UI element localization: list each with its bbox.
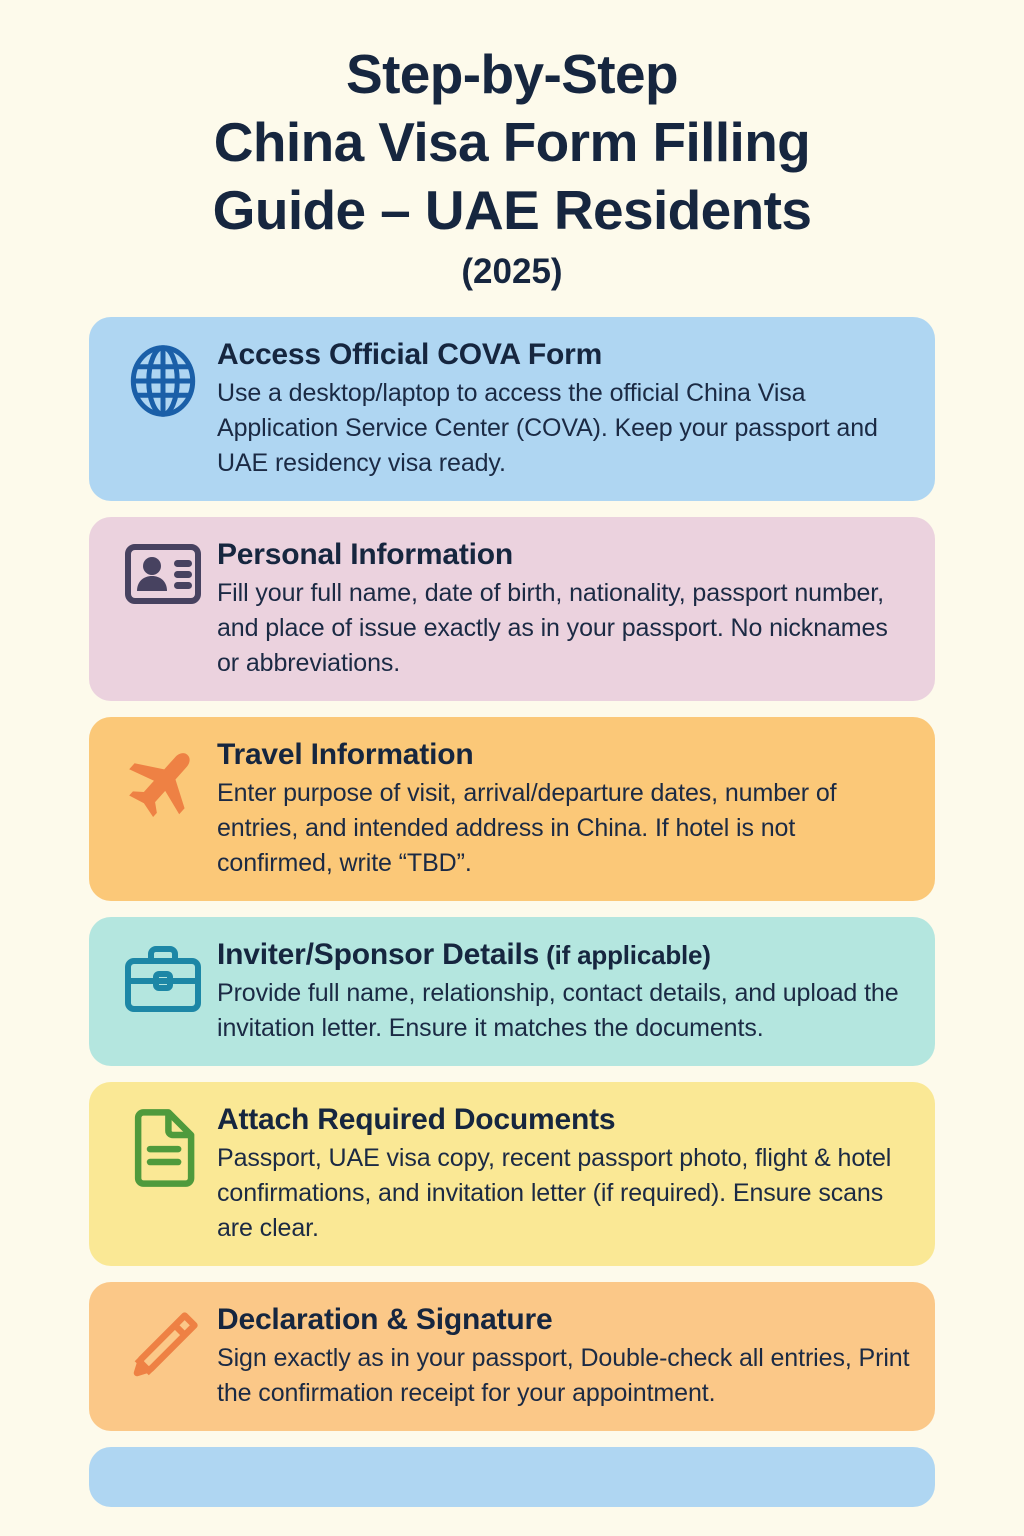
card-description: Fill your full name, date of birth, nationality, passport number, and place of issue exactly as in your passport. No nicknames or abbreviations. — [217, 579, 888, 677]
card-heading — [217, 737, 913, 773]
card-heading — [217, 337, 913, 373]
card-body — [211, 935, 913, 1046]
briefcase-icon — [115, 935, 211, 1031]
page-subtitle-year: (2025) — [461, 252, 563, 291]
card-heading-text: Attach Required Documents — [217, 1103, 616, 1136]
id-card-icon — [115, 535, 211, 631]
header — [0, 0, 1024, 294]
card-body — [211, 535, 913, 681]
card-heading — [217, 1102, 913, 1138]
card-description: Sign exactly as in your passport, Double-check all entries, Print the confirmation receipt for your appointment. — [217, 1344, 910, 1407]
card-heading-text: Inviter/Sponsor Details — [217, 938, 540, 971]
card-heading-text: Declaration & Signature — [217, 1303, 553, 1336]
step-card-access-cova[interactable] — [89, 317, 935, 501]
card-body — [211, 1100, 913, 1246]
step-card-list — [0, 317, 1024, 1507]
step-card-attach-required-documents[interactable] — [89, 1082, 935, 1266]
step-card-inviter-sponsor-details[interactable] — [89, 917, 935, 1066]
document-icon — [115, 1100, 211, 1196]
card-heading — [217, 937, 913, 973]
step-card-next-partial[interactable] — [89, 1447, 935, 1507]
step-card-travel-information[interactable] — [89, 717, 935, 901]
card-heading — [217, 537, 913, 573]
card-body — [211, 735, 913, 881]
card-heading-text: Personal Information — [217, 538, 514, 571]
card-heading-qualifier: (if applicable) — [539, 940, 711, 970]
pencil-icon — [115, 1300, 211, 1396]
card-description: Passport, UAE visa copy, recent passport photo, flight & hotel confirmations, and invitation letter (if required). Ensure scans are clear. — [217, 1144, 892, 1242]
card-description: Use a desktop/laptop to access the official China Visa Application Service Center (COVA). Keep your passport and UAE residency visa ready. — [217, 379, 878, 477]
card-description: Provide full name, relationship, contact details, and upload the invitation letter. Ensure it matches the documents. — [217, 979, 899, 1042]
page-title-line-1: Step-by-Step — [346, 43, 678, 105]
page-title-line-2: China Visa Form Filling — [213, 111, 811, 173]
step-card-personal-information[interactable] — [89, 517, 935, 701]
card-description: Enter purpose of visit, arrival/departure dates, number of entries, and intended address in China. If hotel is not confirmed, write “TBD”. — [217, 779, 837, 877]
page-title — [0, 40, 1024, 244]
card-heading-text: Travel Information — [217, 738, 474, 771]
step-card-declaration-signature[interactable] — [89, 1282, 935, 1431]
card-heading-text: Access Official COVA Form — [217, 338, 603, 371]
card-body — [211, 335, 913, 481]
page-title-line-3: Guide – UAE Residents — [212, 179, 812, 241]
card-heading — [217, 1302, 913, 1338]
airplane-icon — [115, 735, 211, 831]
card-body — [211, 1300, 913, 1411]
globe-icon — [115, 335, 211, 431]
